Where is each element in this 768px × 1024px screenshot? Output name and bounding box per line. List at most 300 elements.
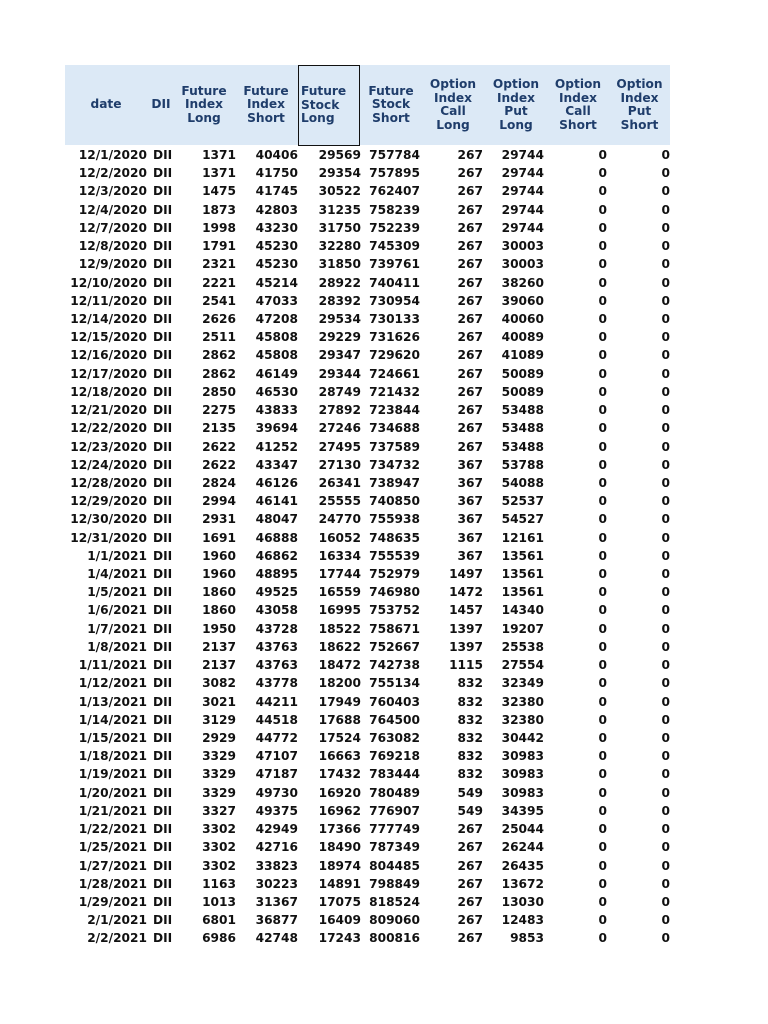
cell-option-index-call-long[interactable]: 267	[457, 840, 483, 855]
cell-date[interactable]: 12/1/2020	[78, 148, 147, 162]
cell-option-index-call-short[interactable]: 0	[598, 676, 607, 691]
cell-option-index-put-short[interactable]: 0	[661, 767, 670, 782]
cell-future-index-long[interactable]: 3129	[202, 712, 236, 727]
cell-future-index-short[interactable]: 44772	[255, 731, 298, 745]
cell-future-stock-short[interactable]: 776907	[369, 803, 420, 818]
cell-option-index-put-short[interactable]: 0	[661, 257, 670, 272]
cell-future-index-long[interactable]: 2931	[202, 512, 236, 527]
cell-future-stock-long[interactable]: 17949	[318, 694, 361, 709]
cell-future-index-long[interactable]: 1475	[202, 184, 236, 199]
cell-future-stock-long[interactable]: 17688	[318, 712, 361, 727]
cell-option-index-put-long[interactable]: 29744	[501, 220, 544, 235]
cell-future-stock-long[interactable]: 18522	[318, 621, 361, 636]
cell-future-index-short[interactable]: 48895	[255, 567, 298, 582]
cell-option-index-call-short[interactable]: 0	[598, 166, 607, 181]
cell-option-index-put-short[interactable]: 0	[661, 275, 670, 290]
cell-future-stock-short[interactable]: 745309	[369, 239, 420, 254]
cell-option-index-put-short[interactable]: 0	[661, 530, 670, 545]
cell-option-index-call-short[interactable]: 0	[598, 457, 607, 472]
cell-future-stock-short[interactable]: 763082	[369, 731, 420, 745]
cell-dii[interactable]: DII	[153, 275, 173, 290]
cell-future-stock-short[interactable]: 739761	[369, 257, 420, 272]
cell-future-stock-long[interactable]: 32280	[318, 239, 361, 254]
cell-option-index-call-long[interactable]: 267	[457, 184, 483, 199]
header-date[interactable]: date	[90, 97, 122, 112]
cell-future-stock-short[interactable]: 748635	[369, 530, 420, 545]
cell-future-index-short[interactable]: 43728	[255, 621, 298, 636]
cell-option-index-call-long[interactable]: 267	[457, 202, 483, 217]
header-future-stock-short[interactable]: Future Stock Short	[368, 83, 414, 125]
cell-future-index-short[interactable]: 43763	[255, 658, 298, 673]
cell-future-index-long[interactable]: 1950	[202, 621, 236, 636]
cell-date[interactable]: 1/12/2021	[78, 676, 147, 691]
cell-date[interactable]: 1/1/2021	[87, 548, 147, 563]
cell-option-index-put-long[interactable]: 26244	[501, 840, 544, 855]
cell-future-stock-short[interactable]: 780489	[369, 785, 420, 800]
cell-option-index-put-long[interactable]: 40089	[501, 330, 544, 345]
cell-future-stock-long[interactable]: 17744	[318, 567, 361, 582]
cell-dii[interactable]: DII	[153, 712, 173, 727]
cell-option-index-call-short[interactable]: 0	[598, 603, 607, 618]
cell-option-index-put-short[interactable]: 0	[661, 567, 670, 582]
cell-date[interactable]: 12/14/2020	[70, 311, 147, 326]
cell-future-stock-short[interactable]: 818524	[369, 894, 420, 909]
cell-dii[interactable]: DII	[153, 366, 173, 381]
cell-option-index-put-short[interactable]: 0	[661, 621, 670, 636]
cell-dii[interactable]: DII	[153, 840, 173, 855]
cell-option-index-put-short[interactable]: 0	[661, 676, 670, 691]
cell-future-stock-long[interactable]: 27892	[318, 403, 361, 418]
cell-dii[interactable]: DII	[153, 530, 173, 545]
cell-option-index-call-short[interactable]: 0	[598, 421, 607, 436]
cell-option-index-call-short[interactable]: 0	[598, 731, 607, 745]
cell-future-index-long[interactable]: 1960	[202, 548, 236, 563]
cell-future-stock-short[interactable]: 809060	[369, 913, 420, 928]
cell-option-index-put-short[interactable]: 0	[661, 475, 670, 490]
cell-option-index-put-short[interactable]: 0	[661, 639, 670, 654]
cell-date[interactable]: 1/6/2021	[87, 603, 147, 618]
cell-future-index-long[interactable]: 1860	[202, 585, 236, 600]
cell-future-index-short[interactable]: 44518	[255, 712, 298, 727]
cell-future-stock-long[interactable]: 29354	[318, 166, 361, 181]
header-future-stock-long[interactable]: Future Stock Long	[298, 65, 360, 146]
cell-future-index-long[interactable]: 3021	[202, 694, 236, 709]
cell-future-index-long[interactable]: 3082	[202, 676, 236, 691]
cell-date[interactable]: 1/7/2021	[87, 621, 147, 636]
cell-option-index-call-long[interactable]: 832	[457, 694, 483, 709]
cell-future-stock-long[interactable]: 18490	[318, 840, 361, 855]
cell-option-index-call-long[interactable]: 267	[457, 148, 483, 162]
cell-future-stock-long[interactable]: 31850	[318, 257, 361, 272]
cell-option-index-call-short[interactable]: 0	[598, 712, 607, 727]
cell-option-index-call-short[interactable]: 0	[598, 803, 607, 818]
cell-future-index-long[interactable]: 2862	[202, 348, 236, 363]
cell-option-index-call-short[interactable]: 0	[598, 275, 607, 290]
cell-future-index-long[interactable]: 1163	[202, 876, 236, 891]
cell-date[interactable]: 1/13/2021	[78, 694, 147, 709]
cell-future-stock-long[interactable]: 18200	[318, 676, 361, 691]
cell-future-stock-short[interactable]: 755539	[369, 548, 420, 563]
cell-option-index-call-short[interactable]: 0	[598, 148, 607, 162]
cell-dii[interactable]: DII	[153, 913, 173, 928]
cell-option-index-put-long[interactable]: 13030	[501, 894, 544, 909]
cell-option-index-put-long[interactable]: 30983	[501, 749, 544, 764]
cell-date[interactable]: 2/2/2021	[87, 931, 147, 946]
cell-option-index-call-short[interactable]: 0	[598, 876, 607, 891]
cell-future-stock-short[interactable]: 740850	[369, 494, 420, 509]
cell-date[interactable]: 12/31/2020	[70, 530, 147, 545]
cell-option-index-put-short[interactable]: 0	[661, 239, 670, 254]
cell-future-stock-long[interactable]: 16334	[318, 548, 361, 563]
cell-future-index-short[interactable]: 43230	[255, 220, 298, 235]
cell-option-index-call-short[interactable]: 0	[598, 330, 607, 345]
cell-date[interactable]: 1/18/2021	[78, 749, 147, 764]
cell-dii[interactable]: DII	[153, 803, 173, 818]
cell-option-index-call-short[interactable]: 0	[598, 311, 607, 326]
cell-future-index-long[interactable]: 3327	[202, 803, 236, 818]
cell-option-index-put-long[interactable]: 14340	[501, 603, 544, 618]
cell-future-stock-long[interactable]: 27246	[318, 421, 361, 436]
cell-date[interactable]: 1/8/2021	[87, 639, 147, 654]
cell-date[interactable]: 2/1/2021	[87, 913, 147, 928]
cell-future-index-short[interactable]: 45230	[255, 239, 298, 254]
cell-future-stock-long[interactable]: 24770	[318, 512, 361, 527]
cell-dii[interactable]: DII	[153, 148, 173, 162]
cell-option-index-call-long[interactable]: 267	[457, 311, 483, 326]
cell-date[interactable]: 12/22/2020	[70, 421, 147, 436]
cell-future-index-short[interactable]: 45808	[255, 330, 298, 345]
cell-option-index-put-short[interactable]: 0	[661, 894, 670, 909]
cell-future-index-short[interactable]: 46888	[255, 530, 298, 545]
cell-future-index-short[interactable]: 42748	[255, 931, 298, 946]
cell-future-stock-long[interactable]: 17243	[318, 931, 361, 946]
cell-date[interactable]: 1/15/2021	[78, 731, 147, 745]
cell-future-stock-long[interactable]: 29229	[318, 330, 361, 345]
cell-option-index-put-short[interactable]: 0	[661, 658, 670, 673]
cell-future-index-short[interactable]: 43347	[255, 457, 298, 472]
cell-date[interactable]: 1/19/2021	[78, 767, 147, 782]
cell-option-index-call-long[interactable]: 367	[457, 457, 483, 472]
cell-future-index-long[interactable]: 3302	[202, 858, 236, 873]
cell-dii[interactable]: DII	[153, 293, 173, 308]
cell-option-index-call-short[interactable]: 0	[598, 913, 607, 928]
cell-option-index-call-long[interactable]: 267	[457, 257, 483, 272]
cell-future-stock-short[interactable]: 758671	[369, 621, 420, 636]
cell-dii[interactable]: DII	[153, 512, 173, 527]
cell-date[interactable]: 12/16/2020	[70, 348, 147, 363]
cell-date[interactable]: 12/21/2020	[70, 403, 147, 418]
cell-option-index-put-short[interactable]: 0	[661, 202, 670, 217]
cell-option-index-call-long[interactable]: 367	[457, 548, 483, 563]
cell-date[interactable]: 1/20/2021	[78, 785, 147, 800]
cell-dii[interactable]: DII	[153, 348, 173, 363]
cell-future-stock-short[interactable]: 783444	[369, 767, 420, 782]
cell-dii[interactable]: DII	[153, 621, 173, 636]
cell-option-index-call-long[interactable]: 267	[457, 275, 483, 290]
cell-future-stock-short[interactable]: 760403	[369, 694, 420, 709]
cell-option-index-call-short[interactable]: 0	[598, 439, 607, 454]
cell-option-index-put-short[interactable]: 0	[661, 421, 670, 436]
cell-date[interactable]: 12/11/2020	[70, 293, 147, 308]
cell-future-stock-short[interactable]: 723844	[369, 403, 420, 418]
cell-future-index-short[interactable]: 46126	[255, 475, 298, 490]
cell-date[interactable]: 1/27/2021	[78, 858, 147, 873]
cell-option-index-put-long[interactable]: 13672	[501, 876, 544, 891]
cell-option-index-put-long[interactable]: 39060	[501, 293, 544, 308]
cell-future-index-long[interactable]: 6801	[202, 913, 236, 928]
cell-future-index-short[interactable]: 41745	[255, 184, 298, 199]
cell-future-index-long[interactable]: 3329	[202, 767, 236, 782]
cell-date[interactable]: 12/30/2020	[70, 512, 147, 527]
cell-option-index-put-long[interactable]: 29744	[501, 148, 544, 162]
cell-future-stock-short[interactable]: 769218	[369, 749, 420, 764]
cell-option-index-put-long[interactable]: 12161	[501, 530, 544, 545]
cell-option-index-put-short[interactable]: 0	[661, 749, 670, 764]
cell-future-stock-short[interactable]: 757784	[369, 148, 420, 162]
cell-future-stock-short[interactable]: 755938	[369, 512, 420, 527]
cell-option-index-call-long[interactable]: 1457	[449, 603, 483, 618]
cell-option-index-call-long[interactable]: 267	[457, 894, 483, 909]
cell-future-stock-short[interactable]: 764500	[369, 712, 420, 727]
cell-future-index-long[interactable]: 1860	[202, 603, 236, 618]
cell-future-stock-long[interactable]: 25555	[318, 494, 361, 509]
cell-future-index-long[interactable]: 1791	[202, 239, 236, 254]
cell-future-index-short[interactable]: 45230	[255, 257, 298, 272]
cell-future-stock-short[interactable]: 762407	[369, 184, 420, 199]
cell-future-stock-short[interactable]: 753752	[369, 603, 420, 618]
cell-future-index-short[interactable]: 45808	[255, 348, 298, 363]
cell-option-index-call-long[interactable]: 267	[457, 858, 483, 873]
cell-date[interactable]: 12/4/2020	[78, 202, 147, 217]
cell-option-index-put-short[interactable]: 0	[661, 184, 670, 199]
header-option-index-call-long[interactable]: Option Index Call Long	[429, 77, 477, 132]
cell-future-stock-short[interactable]: 758239	[369, 202, 420, 217]
cell-option-index-call-short[interactable]: 0	[598, 639, 607, 654]
cell-future-index-long[interactable]: 1691	[202, 530, 236, 545]
cell-date[interactable]: 1/5/2021	[87, 585, 147, 600]
cell-future-index-long[interactable]: 2862	[202, 366, 236, 381]
cell-date[interactable]: 1/22/2021	[78, 822, 147, 837]
cell-future-index-short[interactable]: 39694	[255, 421, 298, 436]
cell-date[interactable]: 12/24/2020	[70, 457, 147, 472]
cell-future-index-short[interactable]: 42716	[255, 840, 298, 855]
cell-dii[interactable]: DII	[153, 658, 173, 673]
cell-option-index-put-short[interactable]: 0	[661, 293, 670, 308]
cell-future-stock-short[interactable]: 757895	[369, 166, 420, 181]
cell-option-index-put-short[interactable]: 0	[661, 512, 670, 527]
cell-future-index-short[interactable]: 47033	[255, 293, 298, 308]
cell-future-index-long[interactable]: 2929	[202, 731, 236, 745]
cell-date[interactable]: 12/15/2020	[70, 330, 147, 345]
cell-option-index-call-short[interactable]: 0	[598, 822, 607, 837]
cell-future-stock-long[interactable]: 16052	[318, 530, 361, 545]
cell-option-index-call-short[interactable]: 0	[598, 785, 607, 800]
cell-future-index-short[interactable]: 31367	[255, 894, 298, 909]
cell-option-index-call-short[interactable]: 0	[598, 494, 607, 509]
cell-option-index-put-long[interactable]: 53488	[501, 439, 544, 454]
cell-date[interactable]: 1/28/2021	[78, 876, 147, 891]
cell-future-index-long[interactable]: 2275	[202, 403, 236, 418]
cell-option-index-put-short[interactable]: 0	[661, 348, 670, 363]
cell-future-index-long[interactable]: 2511	[202, 330, 236, 345]
cell-dii[interactable]: DII	[153, 931, 173, 946]
cell-option-index-call-long[interactable]: 267	[457, 239, 483, 254]
cell-date[interactable]: 12/29/2020	[70, 494, 147, 509]
cell-date[interactable]: 12/18/2020	[70, 384, 147, 399]
cell-option-index-call-long[interactable]: 267	[457, 220, 483, 235]
cell-option-index-put-long[interactable]: 52537	[501, 494, 544, 509]
cell-dii[interactable]: DII	[153, 184, 173, 199]
cell-date[interactable]: 12/8/2020	[78, 239, 147, 254]
cell-option-index-call-long[interactable]: 267	[457, 366, 483, 381]
cell-option-index-call-long[interactable]: 832	[457, 676, 483, 691]
cell-dii[interactable]: DII	[153, 220, 173, 235]
cell-future-stock-short[interactable]: 752667	[369, 639, 420, 654]
cell-option-index-put-long[interactable]: 54527	[501, 512, 544, 527]
cell-option-index-call-short[interactable]: 0	[598, 894, 607, 909]
cell-option-index-call-short[interactable]: 0	[598, 694, 607, 709]
cell-option-index-call-short[interactable]: 0	[598, 767, 607, 782]
cell-option-index-put-long[interactable]: 13561	[501, 585, 544, 600]
cell-option-index-call-long[interactable]: 832	[457, 712, 483, 727]
cell-future-stock-long[interactable]: 27130	[318, 457, 361, 472]
cell-option-index-call-long[interactable]: 267	[457, 421, 483, 436]
cell-option-index-put-short[interactable]: 0	[661, 403, 670, 418]
cell-dii[interactable]: DII	[153, 603, 173, 618]
cell-option-index-call-short[interactable]: 0	[598, 548, 607, 563]
cell-option-index-put-short[interactable]: 0	[661, 858, 670, 873]
cell-dii[interactable]: DII	[153, 894, 173, 909]
cell-option-index-put-short[interactable]: 0	[661, 822, 670, 837]
cell-future-index-short[interactable]: 40406	[255, 148, 298, 162]
cell-option-index-call-short[interactable]: 0	[598, 658, 607, 673]
cell-date[interactable]: 1/14/2021	[78, 712, 147, 727]
cell-future-index-short[interactable]: 44211	[255, 694, 298, 709]
cell-date[interactable]: 12/7/2020	[78, 220, 147, 235]
cell-future-index-long[interactable]: 2622	[202, 439, 236, 454]
cell-dii[interactable]: DII	[153, 548, 173, 563]
cell-future-stock-long[interactable]: 31750	[318, 220, 361, 235]
cell-option-index-put-long[interactable]: 25044	[501, 822, 544, 837]
cell-option-index-put-short[interactable]: 0	[661, 876, 670, 891]
cell-future-index-long[interactable]: 3329	[202, 749, 236, 764]
cell-future-index-short[interactable]: 43833	[255, 403, 298, 418]
cell-dii[interactable]: DII	[153, 822, 173, 837]
cell-future-index-short[interactable]: 41750	[255, 166, 298, 181]
cell-future-index-long[interactable]: 1873	[202, 202, 236, 217]
cell-option-index-put-short[interactable]: 0	[661, 494, 670, 509]
cell-option-index-call-long[interactable]: 267	[457, 439, 483, 454]
cell-option-index-call-short[interactable]: 0	[598, 184, 607, 199]
cell-dii[interactable]: DII	[153, 749, 173, 764]
cell-dii[interactable]: DII	[153, 457, 173, 472]
cell-option-index-put-short[interactable]: 0	[661, 311, 670, 326]
cell-option-index-put-long[interactable]: 38260	[501, 275, 544, 290]
cell-option-index-call-long[interactable]: 1497	[449, 567, 483, 582]
cell-option-index-call-long[interactable]: 832	[457, 767, 483, 782]
cell-future-stock-long[interactable]: 18622	[318, 639, 361, 654]
cell-future-index-long[interactable]: 3302	[202, 822, 236, 837]
cell-dii[interactable]: DII	[153, 585, 173, 600]
cell-future-stock-short[interactable]: 730954	[369, 293, 420, 308]
cell-option-index-put-short[interactable]: 0	[661, 603, 670, 618]
cell-date[interactable]: 12/17/2020	[70, 366, 147, 381]
cell-future-index-short[interactable]: 41252	[255, 439, 298, 454]
cell-future-index-long[interactable]: 1960	[202, 567, 236, 582]
cell-future-stock-long[interactable]: 18472	[318, 658, 361, 673]
cell-option-index-put-short[interactable]: 0	[661, 585, 670, 600]
cell-option-index-put-long[interactable]: 32349	[501, 676, 544, 691]
cell-date[interactable]: 1/11/2021	[78, 658, 147, 673]
cell-option-index-put-short[interactable]: 0	[661, 548, 670, 563]
cell-option-index-put-short[interactable]: 0	[661, 148, 670, 162]
cell-future-stock-short[interactable]: 800816	[369, 931, 420, 946]
cell-future-stock-short[interactable]: 755134	[369, 676, 420, 691]
cell-dii[interactable]: DII	[153, 676, 173, 691]
cell-future-stock-short[interactable]: 724661	[369, 366, 420, 381]
cell-option-index-call-short[interactable]: 0	[598, 621, 607, 636]
cell-future-index-short[interactable]: 46530	[255, 384, 298, 399]
cell-option-index-call-short[interactable]: 0	[598, 530, 607, 545]
cell-future-index-short[interactable]: 42949	[255, 822, 298, 837]
cell-future-stock-long[interactable]: 18974	[318, 858, 361, 873]
cell-option-index-put-long[interactable]: 34395	[501, 803, 544, 818]
cell-option-index-call-long[interactable]: 367	[457, 512, 483, 527]
cell-future-stock-long[interactable]: 28749	[318, 384, 361, 399]
cell-future-index-short[interactable]: 46141	[255, 494, 298, 509]
cell-future-stock-short[interactable]: 752979	[369, 567, 420, 582]
cell-dii[interactable]: DII	[153, 876, 173, 891]
cell-future-index-long[interactable]: 2321	[202, 257, 236, 272]
cell-future-index-long[interactable]: 3329	[202, 785, 236, 800]
header-dii[interactable]: DII	[151, 97, 171, 112]
cell-option-index-call-short[interactable]: 0	[598, 239, 607, 254]
cell-option-index-call-short[interactable]: 0	[598, 475, 607, 490]
cell-date[interactable]: 12/3/2020	[78, 184, 147, 199]
cell-future-index-long[interactable]: 3302	[202, 840, 236, 855]
cell-option-index-put-long[interactable]: 32380	[501, 712, 544, 727]
header-option-index-call-short[interactable]: Option Index Call Short	[554, 77, 602, 132]
cell-future-stock-long[interactable]: 16409	[318, 913, 361, 928]
cell-dii[interactable]: DII	[153, 311, 173, 326]
cell-option-index-put-long[interactable]: 53788	[501, 457, 544, 472]
cell-option-index-call-long[interactable]: 267	[457, 913, 483, 928]
cell-option-index-put-short[interactable]: 0	[661, 694, 670, 709]
cell-future-index-short[interactable]: 43058	[255, 603, 298, 618]
cell-future-stock-long[interactable]: 17366	[318, 822, 361, 837]
cell-option-index-call-long[interactable]: 1115	[449, 658, 483, 673]
cell-option-index-put-short[interactable]: 0	[661, 166, 670, 181]
cell-option-index-put-short[interactable]: 0	[661, 712, 670, 727]
cell-future-index-short[interactable]: 48047	[255, 512, 298, 527]
cell-option-index-put-short[interactable]: 0	[661, 384, 670, 399]
cell-future-stock-short[interactable]: 734732	[369, 457, 420, 472]
cell-future-stock-long[interactable]: 16962	[318, 803, 361, 818]
cell-future-stock-long[interactable]: 29344	[318, 366, 361, 381]
cell-option-index-call-short[interactable]: 0	[598, 567, 607, 582]
cell-future-stock-short[interactable]: 737589	[369, 439, 420, 454]
cell-option-index-put-long[interactable]: 40060	[501, 311, 544, 326]
cell-option-index-call-short[interactable]: 0	[598, 512, 607, 527]
cell-future-stock-short[interactable]: 742738	[369, 658, 420, 673]
cell-future-index-short[interactable]: 47107	[255, 749, 298, 764]
cell-future-stock-short[interactable]: 746980	[369, 585, 420, 600]
cell-option-index-call-long[interactable]: 367	[457, 494, 483, 509]
header-option-index-put-short[interactable]: Option Index Put Short	[616, 77, 663, 132]
cell-option-index-put-long[interactable]: 12483	[501, 913, 544, 928]
cell-future-stock-long[interactable]: 17432	[318, 767, 361, 782]
cell-option-index-put-long[interactable]: 19207	[501, 621, 544, 636]
